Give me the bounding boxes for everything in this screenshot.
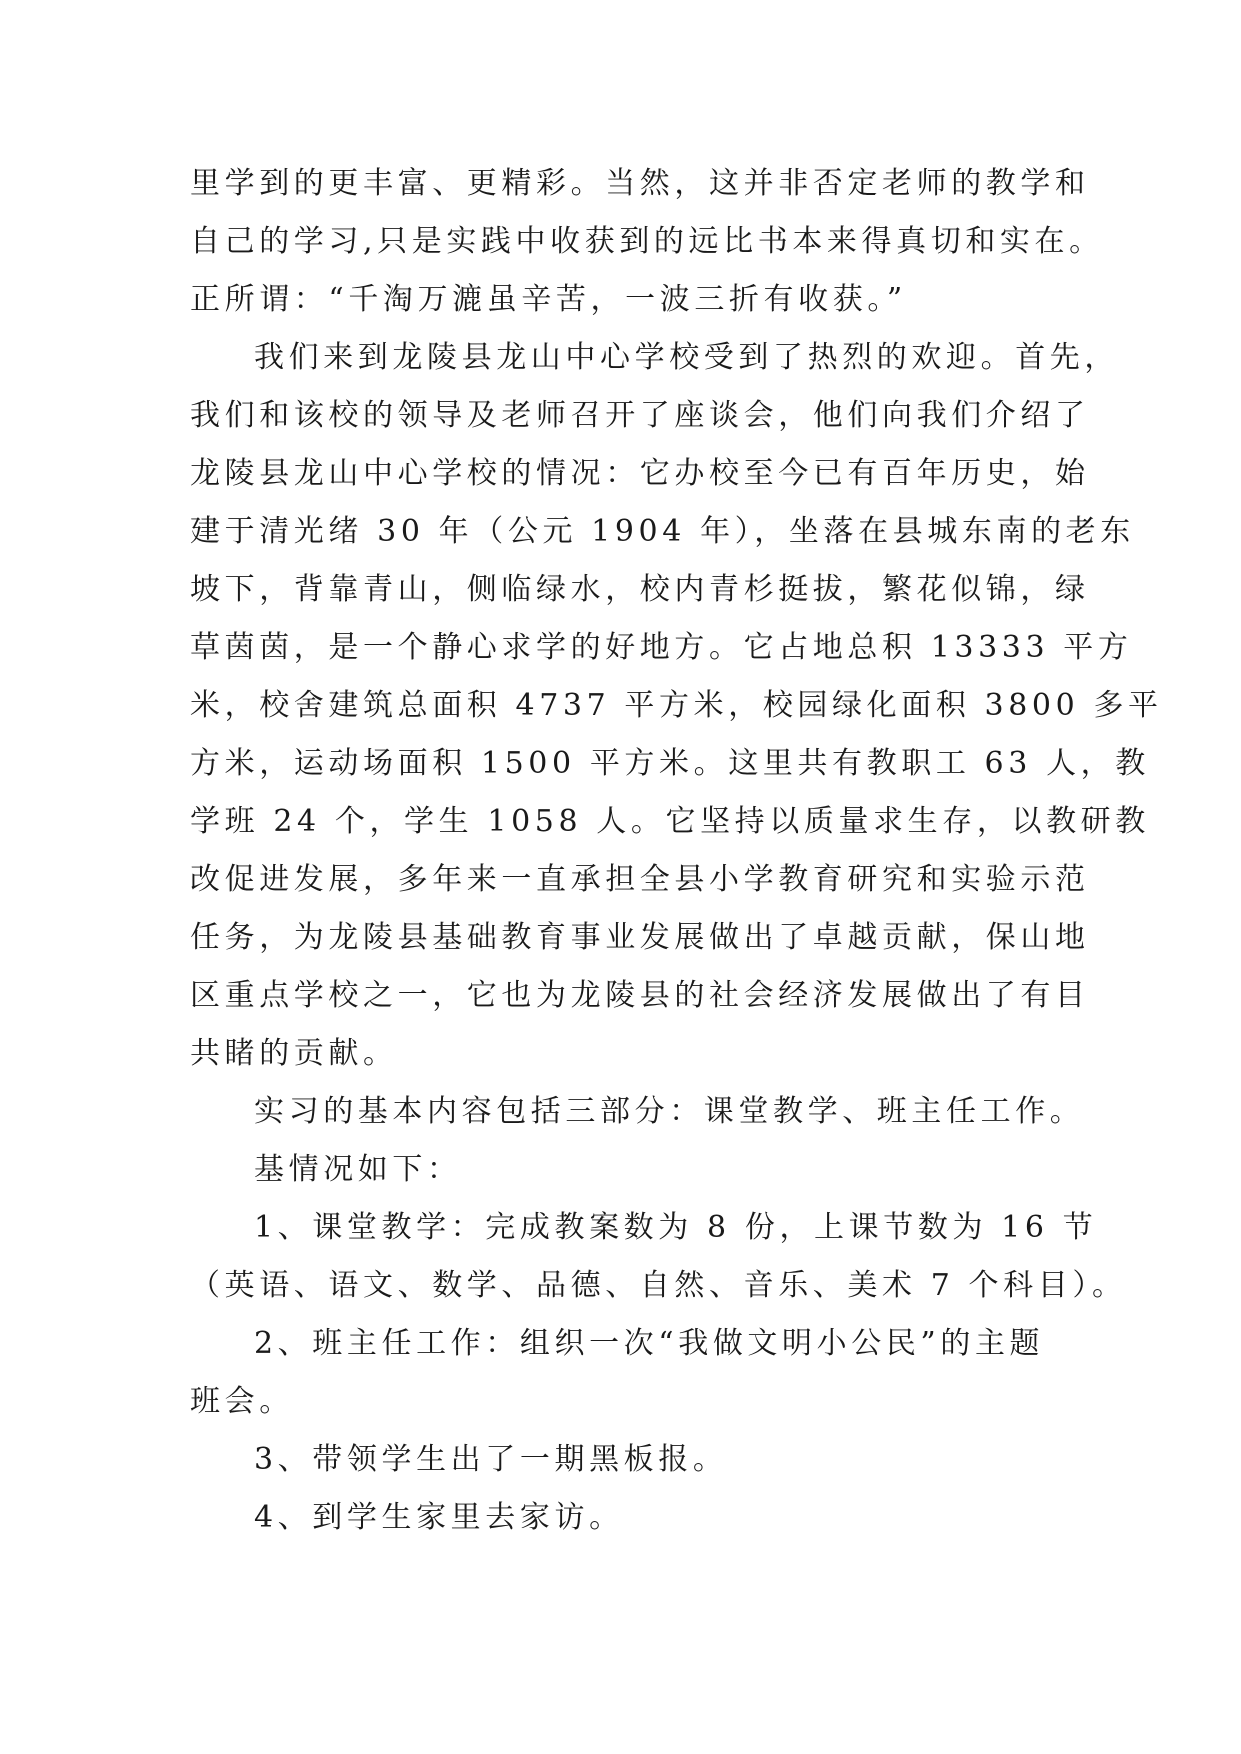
text-line: 建于清光绪 30 年（公元 1904 年），坐落在县城东南的老东 (190, 514, 1135, 549)
text-line: 区重点学校之一，它也为龙陵县的社会经济发展做出了有目 (190, 978, 1090, 1013)
document-body (190, 155, 1163, 1547)
list-item-2: 2、班主任工作：组织一次“我做文明小公民”的主题 (254, 1326, 1045, 1361)
text-line: （英语、语文、数学、品德、自然、音乐、美术 7 个科目）。 (190, 1268, 1127, 1303)
text-line: 方米，运动场面积 1500 平方米。这里共有教职工 63 人，教 (190, 746, 1150, 781)
text-line: 米，校舍建筑总面积 4737 平方米，校园绿化面积 3800 多平 (190, 688, 1163, 723)
text-line: 共睹的贡献。 (190, 1036, 398, 1071)
text-line: 任务，为龙陵县基础教育事业发展做出了卓越贡献，保山地 (190, 920, 1090, 955)
paragraph-start: 我们来到龙陵县龙山中心学校受到了热烈的欢迎。首先， (254, 340, 1119, 375)
text-line: 里学到的更丰富、更精彩。当然，这并非否定老师的教学和 (190, 166, 1090, 201)
paragraph-start: 实习的基本内容包括三部分：课堂教学、班主任工作。 (254, 1094, 1085, 1129)
text-line: 班会。 (190, 1384, 294, 1419)
list-item-3: 3、带领学生出了一期黑板报。 (254, 1442, 728, 1477)
text-line: 正所谓：“千淘万漉虽辛苦，一波三折有收获。” (190, 282, 907, 317)
paragraph-start: 基情况如下： (254, 1152, 462, 1187)
text-line: 学班 24 个，学生 1058 人。它坚持以质量求生存，以教研教 (190, 804, 1150, 839)
list-item-4: 4、到学生家里去家访。 (254, 1500, 624, 1535)
text-line: 自己的学习,只是实践中收获到的远比书本来得真切和实在。 (190, 224, 1104, 259)
text-line: 草茵茵，是一个静心求学的好地方。它占地总积 13333 平方 (190, 630, 1133, 665)
text-line: 改促进发展，多年来一直承担全县小学教育研究和实验示范 (190, 862, 1090, 897)
text-line: 龙陵县龙山中心学校的情况：它办校至今已有百年历史，始 (190, 456, 1090, 491)
text-line: 坡下，背靠青山，侧临绿水，校内青杉挺拔，繁花似锦，绿 (190, 572, 1090, 607)
text-line: 我们和该校的领导及老师召开了座谈会，他们向我们介绍了 (190, 398, 1090, 433)
list-item-1: 1、课堂教学：完成教案数为 8 份，上课节数为 16 节 (254, 1210, 1098, 1245)
